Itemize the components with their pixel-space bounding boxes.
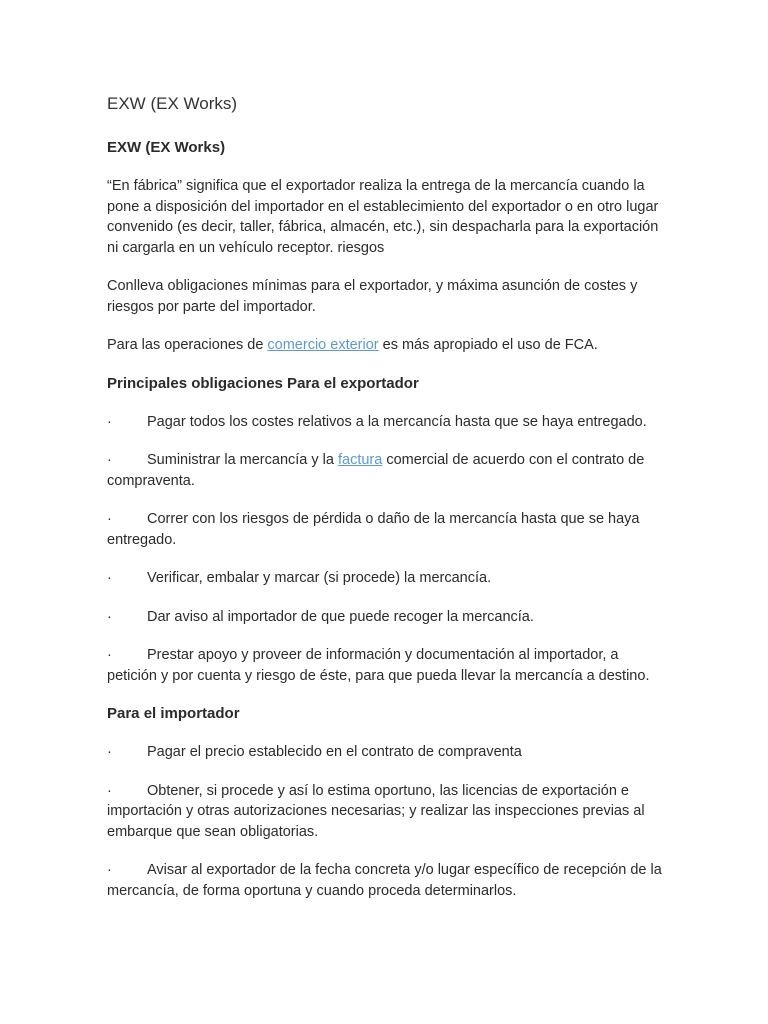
bullet-dot-icon: · xyxy=(107,782,112,799)
exporter-bullet-5 xyxy=(107,607,663,628)
exporter-obligations-heading: Principales obligaciones Para el exportador xyxy=(107,374,419,392)
bullet-dot-icon: · xyxy=(107,511,112,527)
importer-bullet-1 xyxy=(107,742,663,763)
bullet-text-after-link: comercial de acuerdo con el contrato de compraventa. xyxy=(107,452,645,489)
exporter-bullet-2 xyxy=(107,450,663,491)
comercio-exterior-link[interactable]: comercio exterior xyxy=(267,337,379,353)
paragraph-text-after-link: es más apropiado el uso de FCA. xyxy=(378,337,598,353)
bullet-text: Obtener, si procede y así lo estima oportuno, las licencias de exportación e importación y otras autorizaciones necesarias; y realizar las inspecciones previas al embarque que sean obligatorias. xyxy=(107,782,645,840)
bullet-dot-icon: · xyxy=(107,647,112,663)
bullet-dot-icon: · xyxy=(107,413,112,430)
bullet-text: Dar aviso al importador de que puede recoger la mercancía. xyxy=(147,608,534,625)
document-title: EXW (EX Works) xyxy=(107,94,238,113)
paragraph-text-before-link: Para las operaciones de xyxy=(107,337,268,353)
bullet-dot-icon: · xyxy=(107,608,112,625)
exporter-bullet-6 xyxy=(107,645,663,686)
importer-bullet-3 xyxy=(107,860,663,901)
factura-link[interactable]: factura xyxy=(337,452,383,468)
paragraph-obligations-summary: Conlleva obligaciones mínimas para el exportador, y máxima asunción de costes y riesgos por parte del importador. xyxy=(107,278,638,315)
bullet-text: Prestar apoyo y proveer de información y documentación al importador, a petición y por cuenta y riesgo de éste, para que pueda llevar la mercancía a destino. xyxy=(107,647,650,684)
document-page xyxy=(107,92,663,919)
exporter-bullet-4 xyxy=(107,568,663,589)
bullet-dot-icon: · xyxy=(107,570,112,586)
exporter-bullet-3 xyxy=(107,509,663,550)
bullet-text: Avisar al exportador de la fecha concreta y/o lugar específico de recepción de la mercancía, de forma oportuna y cuando proceda determinarlos. xyxy=(107,862,662,899)
paragraph-definition: “En fábrica” significa que el exportador realiza la entrega de la mercancía cuando la pone a disposición del importador en el establecimiento del exportador o en otro lugar convenido (es decir, taller, fábrica, almacén, etc.), sin despacharla para la exportación ni cargarla en un vehículo receptor. riesgos xyxy=(107,178,659,256)
bullet-dot-icon: · xyxy=(107,452,112,468)
importer-bullet-2 xyxy=(107,781,663,843)
bullet-dot-icon: · xyxy=(107,862,112,878)
exporter-bullet-1 xyxy=(107,412,663,433)
bullet-text-before-link: Suministrar la mercancía y la xyxy=(147,452,338,468)
section-heading: EXW (EX Works) xyxy=(107,139,226,156)
bullet-text: Pagar el precio establecido en el contrato de compraventa xyxy=(147,744,522,760)
bullet-text: Correr con los riesgos de pérdida o daño de la mercancía hasta que se haya entregado. xyxy=(107,511,640,548)
bullet-dot-icon: · xyxy=(107,744,112,760)
bullet-text: Pagar todos los costes relativos a la mercancía hasta que se haya entregado. xyxy=(147,413,647,430)
paragraph-fca-note xyxy=(107,335,663,356)
importer-obligations-heading: Para el importador xyxy=(107,705,240,722)
bullet-text: Verificar, embalar y marcar (si procede) la mercancía. xyxy=(147,570,492,586)
